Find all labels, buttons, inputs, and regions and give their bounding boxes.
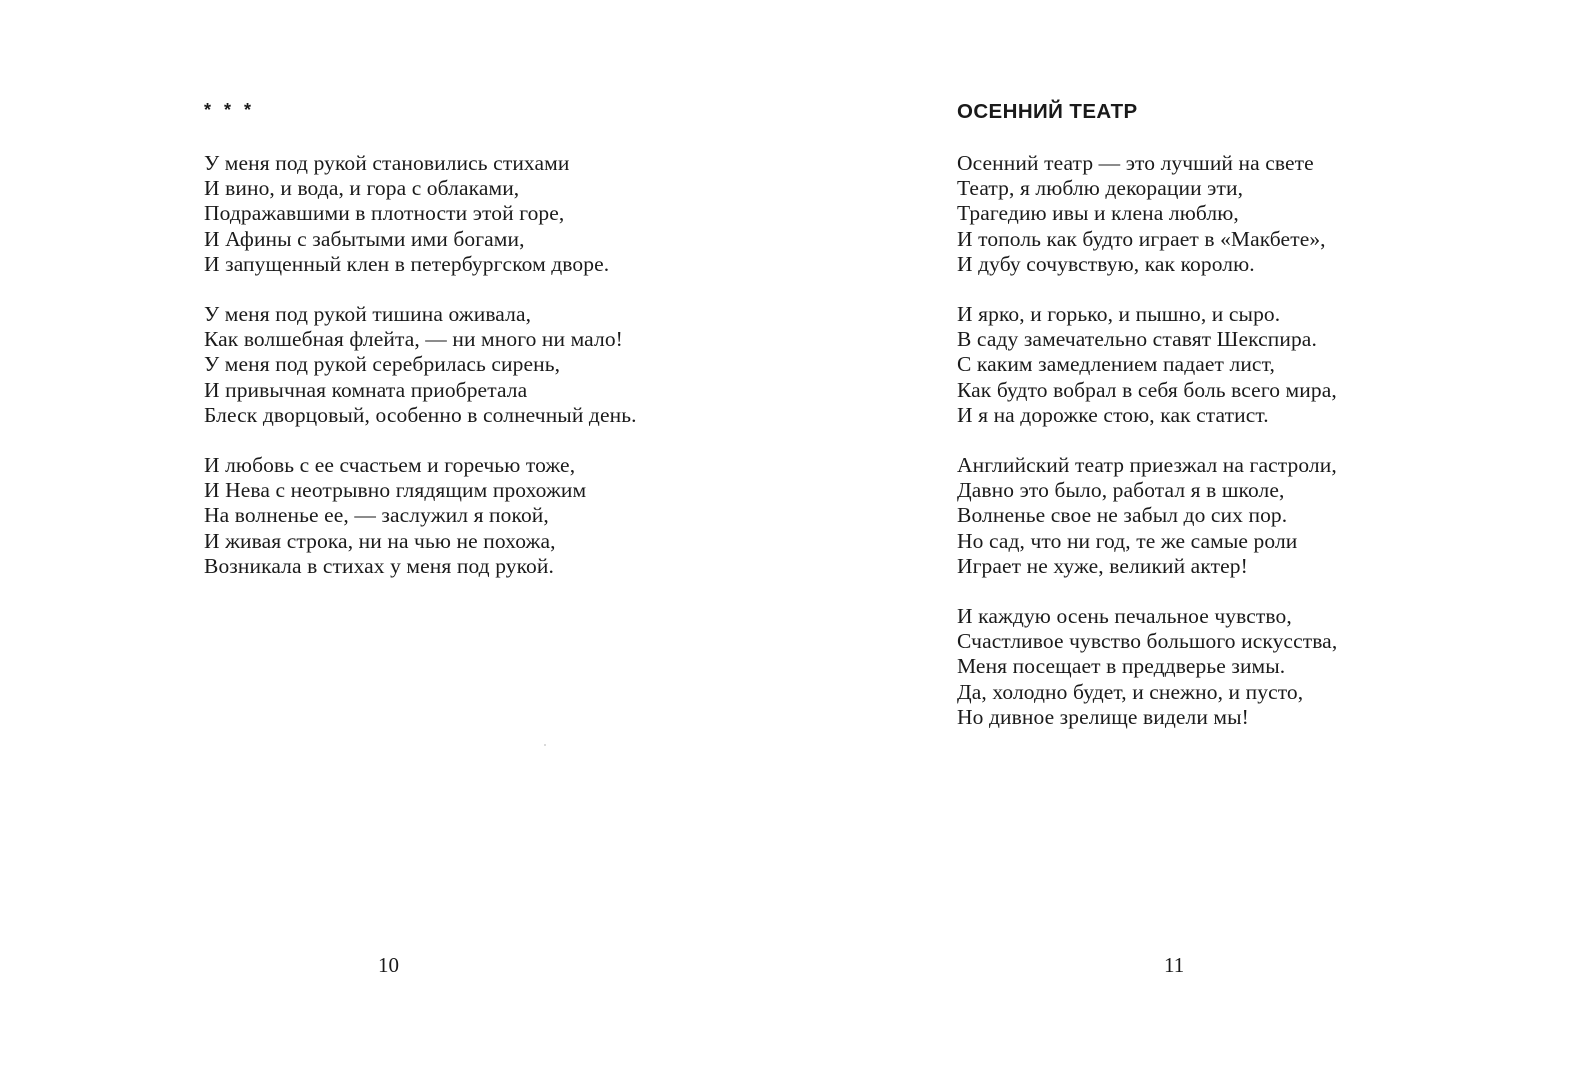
poem-line: И дубу сочувствую, как королю.: [957, 251, 1255, 276]
poem-line: На волненье ее, — заслужил я покой,: [204, 503, 549, 528]
poem-line: Осенний театр — это лучший на свете: [957, 151, 1314, 175]
poem-left: [204, 151, 637, 604]
poem-line: Блеск дворцовый, особенно в солнечный день.: [204, 402, 637, 427]
poem-line: И Нева с неотрывно глядящим прохожим: [204, 478, 587, 503]
poem-line: Как волшебная флейта, — ни много ни мало!: [204, 327, 623, 352]
poem-line: Меня посещает в преддверье зимы.: [957, 654, 1286, 679]
stanza: [957, 302, 1337, 428]
poem-line: Подражавшими в плотности этой горе,: [204, 201, 565, 226]
stanza: [204, 453, 637, 579]
poem-line: Как будто вобрал в себя боль всего мира,: [957, 377, 1337, 402]
page-number-left: 10: [378, 953, 399, 977]
poem-line: Но дивное зрелище видели мы!: [957, 704, 1249, 729]
stanza: [957, 604, 1337, 730]
poem-line: Играет не хуже, великий актер!: [957, 553, 1248, 578]
page-number-right: 11: [1164, 953, 1185, 977]
stanza: [957, 453, 1337, 579]
poem-line: Трагедию ивы и клена люблю,: [957, 201, 1239, 226]
stanza: [204, 302, 637, 428]
poem-right: [957, 151, 1337, 755]
poem-line: И любовь с ее счастьем и горечью тоже,: [204, 453, 576, 478]
poem-line: С каким замедлением падает лист,: [957, 352, 1275, 377]
poem-line: Но сад, что ни год, те же самые роли: [957, 528, 1298, 553]
poem-line: Театр, я люблю декорации эти,: [957, 176, 1244, 201]
poem-line: И тополь как будто играет в «Макбете»,: [957, 226, 1326, 251]
right-page: [793, 0, 1586, 1080]
paper-speck: [544, 744, 546, 746]
poem-line: Волненье свое не забыл до сих пор.: [957, 503, 1288, 528]
poem-line: И я на дорожке стою, как статист.: [957, 402, 1269, 427]
poem-line: Да, холодно будет, и снежно, и пусто,: [957, 679, 1304, 704]
poem-line: И каждую осень печальное чувство,: [957, 604, 1292, 629]
poem-line: У меня под рукой тишина оживала,: [204, 302, 532, 327]
poem-line: И ярко, и горько, и пышно, и сыро.: [957, 302, 1281, 327]
poem-line: И Афины с забытыми ими богами,: [204, 226, 525, 251]
poem-separator-heading: * * *: [204, 100, 256, 120]
poem-line: И привычная комната приобретала: [204, 377, 528, 402]
poem-line: И вино, и вода, и гора с облаками,: [204, 176, 520, 201]
stanza: [957, 151, 1337, 277]
poem-line: И живая строка, ни на чью не похожа,: [204, 528, 556, 553]
poem-line: У меня под рукой серебрилась сирень,: [204, 352, 561, 377]
poem-line: У меня под рукой становились стихами: [204, 151, 570, 175]
poem-line: В саду замечательно ставят Шекспира.: [957, 327, 1317, 352]
poem-line: Возникала в стихах у меня под рукой.: [204, 553, 554, 578]
poem-line: Английский театр приезжал на гастроли,: [957, 453, 1337, 478]
poem-line: И запущенный клен в петербургском дворе.: [204, 251, 610, 276]
poem-title: ОСЕННИЙ ТЕАТР: [957, 100, 1138, 123]
poem-line: Давно это было, работал я в школе,: [957, 478, 1285, 503]
poem-line: Счастливое чувство большого искусства,: [957, 629, 1338, 654]
stanza: [204, 151, 637, 277]
